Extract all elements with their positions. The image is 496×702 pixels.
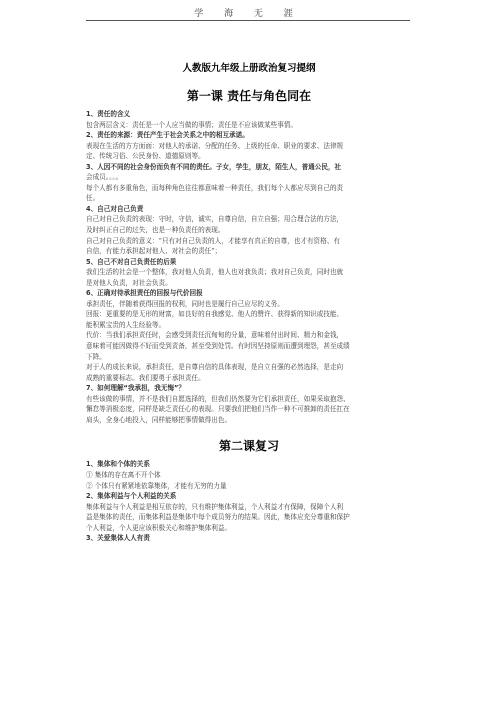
text-line: 集体利益与个人利益是相互依存的，只有维护集体利益，个人利益才有保障，保障个人利 <box>86 502 344 511</box>
text-line: 意味着可能因做得不好而受到责备，甚至受到处罚。有时因坚持原则而遭到埋怨，甚至成绩 <box>86 342 350 351</box>
text-line: 包含两层含义：责任是一个人应当做的事情；责任是不应该做某些事情。 <box>86 120 297 129</box>
section-heading: 7、如何理解“我承担，我无悔”？ <box>86 384 185 393</box>
text-line: 承担责任，伴随着获得回报的权利，同时也是履行自己应尽的义务。 <box>86 299 284 308</box>
section-heading: 5、自己不对自己负责任的后果 <box>86 257 177 266</box>
text-line: 代价：当我们承担责任时，会感受到责任沉甸甸的分量，意味着付出时间、精力和金钱， <box>86 331 344 340</box>
lesson2-body <box>86 459 412 543</box>
text-line: 懈怠等消极态度，同样是缺乏责任心的表现。只要我们把他们当作一种不可推卸的责任扛在 <box>86 405 350 414</box>
section-heading: 1、集体和个体的关系 <box>86 460 150 469</box>
section-heading: 3、人因不同的社会身份而负有不同的责任。子女，学生，朋友，陌生人，普通公民，社 <box>86 162 342 171</box>
text-line: 有些该做的事情，并不是我们自愿选择的，但我们仍然要为它们承担责任，如果采取抱怨、 <box>86 394 350 403</box>
section-heading: 2、责任的来源：责任产生于社会关系之中的相互承诺。 <box>86 131 249 140</box>
text-line: 个人利益，个人更应该积极关心和维护集体利益。 <box>86 523 232 532</box>
text-line: 及时纠正自己的过失，也是一种负责任的表现。 <box>86 226 225 235</box>
text-line: 益是集体的责任，而集体利益是集体中每个成员努力的结果。因此，集体应充分尊重和保护 <box>86 513 350 522</box>
header-text: 学 海 无 涯 <box>194 9 302 19</box>
text-line: 自己对自己负责的表现：守时，守信，诚实，自尊自信，自立自强；用合理合法的方法， <box>86 215 344 224</box>
text-line: ② 个体只有紧紧地依靠集体，才能有无穷的力量 <box>86 481 227 490</box>
text-line: 下降。 <box>86 352 106 361</box>
page-header <box>0 0 496 22</box>
text-line: 任。 <box>86 194 100 203</box>
text-line: 成熟的重要标志。我们要勇于承担责任。 <box>86 373 205 382</box>
document-title: 人教版九年级上册政治复习提纲 <box>182 63 316 74</box>
text-line: 自己对自己负责的意义：“只有对自己负责的人，才能享有真正的自尊，也才有资格、有 <box>86 236 340 245</box>
section-heading: 4、自己对自己负责 <box>86 204 144 213</box>
section-heading: 6、正确对待承担责任的回报与代价回报 <box>86 289 203 298</box>
text-line: 能积累宝贵的人生经验等。 <box>86 320 166 329</box>
text-line: 对于人的成长来说，承担责任，是自尊自信的具体表现，是自立自强的必然选择，是走向 <box>86 363 344 372</box>
lesson1-title: 第一课 责任与角色同在 <box>186 89 312 103</box>
text-line: 表现在生活的方方面面：对他人的承诺、分配的任务、上级的任命、职业的要求、法律规 <box>86 141 344 150</box>
lesson2-title: 第二课复习 <box>218 439 279 454</box>
section-heading: 1、责任的含义 <box>86 110 131 118</box>
header-rule <box>86 20 410 21</box>
text-line: 我们生活的社会是一个整体，我对他人负责，他人也对我负责；我对自己负责，同时也就 <box>86 268 344 277</box>
text-line: 回报：更重要的是无形的财富，如良好的自我感觉、他人的赞许、获得新的知识或技能、 <box>86 310 344 319</box>
text-line: 肩头，全身心地投入，同样能够把事情做得出色。 <box>86 415 232 424</box>
text-line: ① 集体的存在离不开个体 <box>86 470 161 479</box>
text-line: 会成员。。。。 <box>86 173 123 182</box>
text-line: 每个人都有多重角色，而每种角色往往都意味着一种责任，我们每个人都应尽到自己的责 <box>86 183 344 192</box>
text-line: 自信，有能力承担起对他人、对社会的责任”； <box>86 247 222 256</box>
text-line: 定、传统习俗、公民身份、道德原则等。 <box>86 152 205 161</box>
section-heading: 2、集体利益与个人利益的关系 <box>86 492 177 501</box>
text-line: 是对他人负责，对社会负责。 <box>86 278 172 287</box>
document-body <box>86 60 412 544</box>
lesson1-body <box>86 109 412 425</box>
section-heading: 3、关爱集体人人有责 <box>86 534 150 543</box>
